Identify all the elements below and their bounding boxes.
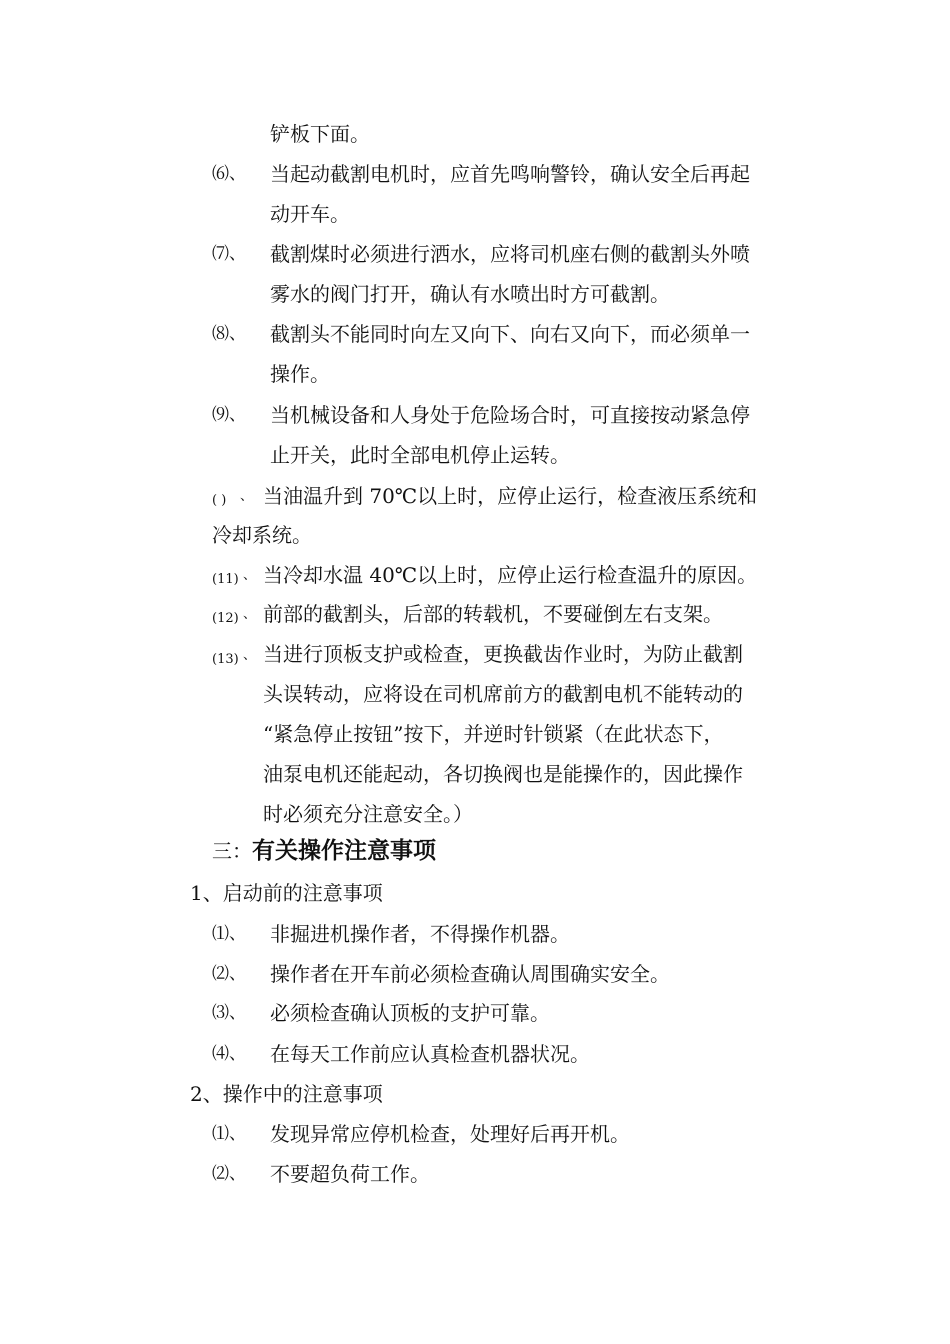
- item-6-line-1: 当起动截割电机时，应首先鸣响警铃，确认安全后再起: [270, 162, 750, 186]
- item-number-10-separator: 、: [240, 489, 254, 504]
- item-10-line-1: 当油温升到 70℃以上时，应停止运行，检查液压系统和: [263, 484, 758, 508]
- sub1-item-number-1: ⑴、: [212, 924, 246, 944]
- sub1-item-1-text: 非掘进机操作者，不得操作机器。: [270, 922, 570, 946]
- item-10-line-2: 冷却系统。: [212, 523, 312, 547]
- item-5-continuation: 铲板下面。: [270, 122, 370, 146]
- item-number-10: ( ): [212, 493, 227, 508]
- item-13-line-4: 油泵电机还能起动，各切换阀也是能操作的，因此操作: [263, 762, 743, 786]
- item-7-line-2: 雾水的阀门打开，确认有水喷出时方可截割。: [270, 282, 670, 306]
- sub2-item-2-text: 不要超负荷工作。: [270, 1162, 430, 1186]
- section-heading-prefix: 三：: [212, 839, 252, 863]
- item-11-line-1: 当冷却水温 40℃以上时，应停止运行检查温升的原因。: [263, 563, 758, 587]
- item-13-line-3: “紧急停止按钮”按下，并逆时针锁紧（在此状态下，: [263, 722, 724, 746]
- item-number-8: ⑻、: [212, 324, 246, 344]
- sub1-item-number-2: ⑵、: [212, 964, 246, 984]
- subsection-2-title: 2、操作中的注意事项: [190, 1082, 383, 1106]
- item-number-9: ⑼、: [212, 405, 246, 425]
- item-number-6: ⑹、: [212, 164, 246, 184]
- item-12-line-1: 前部的截割头，后部的转载机，不要碰倒左右支架。: [263, 602, 723, 626]
- item-number-11: (11): [212, 572, 239, 587]
- sub1-item-number-3: ⑶、: [212, 1003, 246, 1023]
- item-number-12-separator: 、: [243, 607, 257, 622]
- item-9-line-2: 止开关，此时全部电机停止运转。: [270, 443, 570, 467]
- sub1-item-4-text: 在每天工作前应认真检查机器状况。: [270, 1042, 590, 1066]
- item-13-line-5: 时必须充分注意安全。）: [263, 802, 473, 826]
- sub2-item-number-1: ⑴、: [212, 1124, 246, 1144]
- item-13-line-1: 当进行顶板支护或检查，更换截齿作业时，为防止截割: [263, 642, 743, 666]
- item-13-line-2: 头误转动，应将设在司机席前方的截割电机不能转动的: [263, 682, 743, 706]
- item-number-7: ⑺、: [212, 244, 246, 264]
- sub1-item-3-text: 必须检查确认顶板的支护可靠。: [270, 1001, 550, 1025]
- sub1-item-2-text: 操作者在开车前必须检查确认周围确实安全。: [270, 962, 670, 986]
- subsection-1-title: 1、启动前的注意事项: [190, 881, 383, 905]
- item-number-12: (12): [212, 611, 239, 626]
- item-6-line-2: 动开车。: [270, 202, 350, 226]
- sub2-item-number-2: ⑵、: [212, 1164, 246, 1184]
- item-number-11-separator: 、: [243, 568, 257, 583]
- item-9-line-1: 当机械设备和人身处于危险场合时，可直接按动紧急停: [270, 403, 750, 427]
- item-7-line-1: 截割煤时必须进行洒水，应将司机座右侧的截割头外喷: [270, 242, 750, 266]
- section-heading-title: 有关操作注意事项: [252, 838, 436, 864]
- section-heading: [212, 836, 436, 866]
- sub2-item-1-text: 发现异常应停机检查，处理好后再开机。: [270, 1122, 630, 1146]
- item-number-13-separator: 、: [243, 648, 257, 663]
- item-8-line-1: 截割头不能同时向左又向下、向右又向下，而必须单一: [270, 322, 750, 346]
- sub1-item-number-4: ⑷、: [212, 1044, 246, 1064]
- item-8-line-2: 操作。: [270, 362, 330, 386]
- item-number-13: (13): [212, 652, 239, 667]
